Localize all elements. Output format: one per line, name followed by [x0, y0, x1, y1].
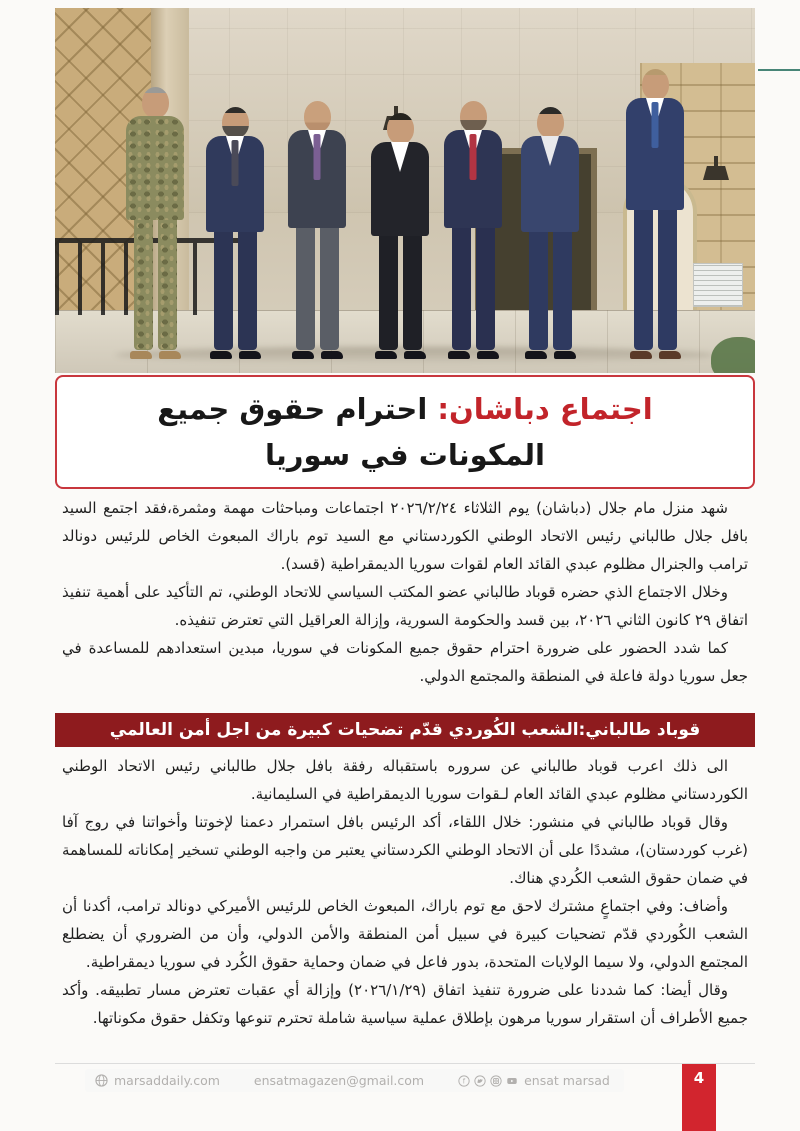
paragraph: وقال قوباد طالباني في منشور: خلال اللقاء، أكد الرئيس بافل استمرار دعمنا لإخوتنا وأخواتنا في روج آفا (غرب كوردستان)، مشددًا على أن الاتحاد الوطني الكردستاني يعتبر من واجبه الوطني تسخير إمكاناته للمساهمة في ضمان حقوق الشعب الكُردي هناك. — [62, 813, 748, 887]
paragraph: وقال أيضا: كما شددنا على ضرورة تنفيذ اتفاق (٢٠٢٦/١/٢٩) وإزالة أي عقبات تعترض مسار تطبيقه. وأكد جميع الأطراف أن استقرار سوريا مرهون بإطلاق عملية سياسية شاملة تحترم تنوعها وتكفل حقوق مكوناتها. — [62, 981, 748, 1027]
twitter-icon[interactable] — [474, 1075, 486, 1087]
paragraph: كما شدد الحضور على ضرورة احترام حقوق جميع المكونات في سوريا، مبدين استعدادهم للمساعدة في جعل سوريا دولة فاعلة في المنطقة والمجتمع الدولي. — [62, 639, 748, 685]
person-envoy — [277, 101, 357, 359]
person-commander — [360, 113, 440, 359]
person-bearded-official — [195, 107, 275, 359]
footer-social — [458, 1073, 610, 1088]
footer-email[interactable] — [254, 1073, 424, 1088]
page-number-badge — [682, 1064, 716, 1131]
footer-website-label: marsaddaily.com — [114, 1073, 220, 1088]
ceiling-lamp-stem — [714, 156, 718, 168]
paragraph: وأضاف: وفي اجتماعٍ مشترك لاحق مع توم باراك، المبعوث الخاص للرئيس الأميركي دونالد ترامب، أكدنا أن الشعب الكُوردي قدّم تضحيات كبيرة في سبيل أمن المنطقة والأمن الدولي، وأن من الضروري أن يضطلع المجتمع الدولي، ولا سيما الولايات المتحدة، بدور فاعل في ضمان وحماية حقوق الكُرد في سوريا ديمقراطية. — [62, 897, 748, 971]
instagram-icon[interactable] — [490, 1075, 502, 1087]
person-president — [433, 101, 513, 359]
top-decorative-rule — [758, 69, 800, 71]
svg-text:f: f — [462, 1077, 466, 1086]
facebook-icon[interactable] — [458, 1075, 470, 1087]
globe-icon — [95, 1074, 108, 1087]
section-banner: قوباد طالباني:الشعب الكُوردي قدّم تضحيات كبيرة من اجل أمن العالمي — [55, 713, 755, 747]
article-photo — [55, 8, 755, 373]
article-body-1 — [62, 494, 748, 708]
paragraph: وخلال الاجتماع الذي حضره قوباد طالباني عضو المكتب السياسي للاتحاد الوطني، تم التأكيد على أهمية تنفيذ اتفاق ٢٩ كانون الثاني ٢٠٢٦، بين قسد والحكومة السورية، وإزالة العراقيل التي تعترض تنفيذه. — [62, 583, 748, 629]
photo-ac-unit — [693, 263, 743, 307]
paragraph: شهد منزل مام جلال (دباشان) يوم الثلاثاء ٢٠٢٦/٢/٢٤ اجتماعات ومباحثات مهمة ومثمرة،فقد اجتمع السيد بافل جلال طالباني رئيس الاتحاد الوطني الكوردستاني مع السيد توم باراك المبعوث الخاص للرئيس دونالد ترامب والجنرال مظلوم عبدي القائد العام لقوات سوريا الديمقراطية (قسد). — [62, 499, 748, 573]
person-official-open-shirt — [510, 107, 590, 359]
footer-website[interactable] — [95, 1073, 220, 1088]
page-title — [57, 386, 753, 478]
headline-lead: اجتماع دباشان: — [437, 392, 653, 426]
footer-email-label: ensatmagazen@gmail.com — [253, 1073, 425, 1088]
ceiling-lamp — [703, 166, 729, 180]
page-number: 4 — [693, 1069, 705, 1087]
footer-strip — [85, 1069, 624, 1092]
article-body-2 — [62, 752, 748, 1062]
youtube-icon[interactable] — [506, 1075, 518, 1087]
person-military-officer — [115, 87, 195, 359]
paragraph: الى ذلك اعرب قوباد طالباني عن سروره باستقباله رفقة بافل جلال طالباني رئيس الاتحاد الوطني الكوردستاني مظلوم عبدي القائد العام لـقوات سوريا الديمقراطية في السليمانية. — [62, 757, 748, 803]
footer — [55, 1063, 755, 1092]
headline-rest: احترام حقوق جميع المكونات في سوريا — [157, 392, 545, 472]
footer-social-label: ensat marsad — [524, 1073, 610, 1088]
person-diplomat — [615, 69, 695, 359]
headline-box — [55, 375, 755, 489]
